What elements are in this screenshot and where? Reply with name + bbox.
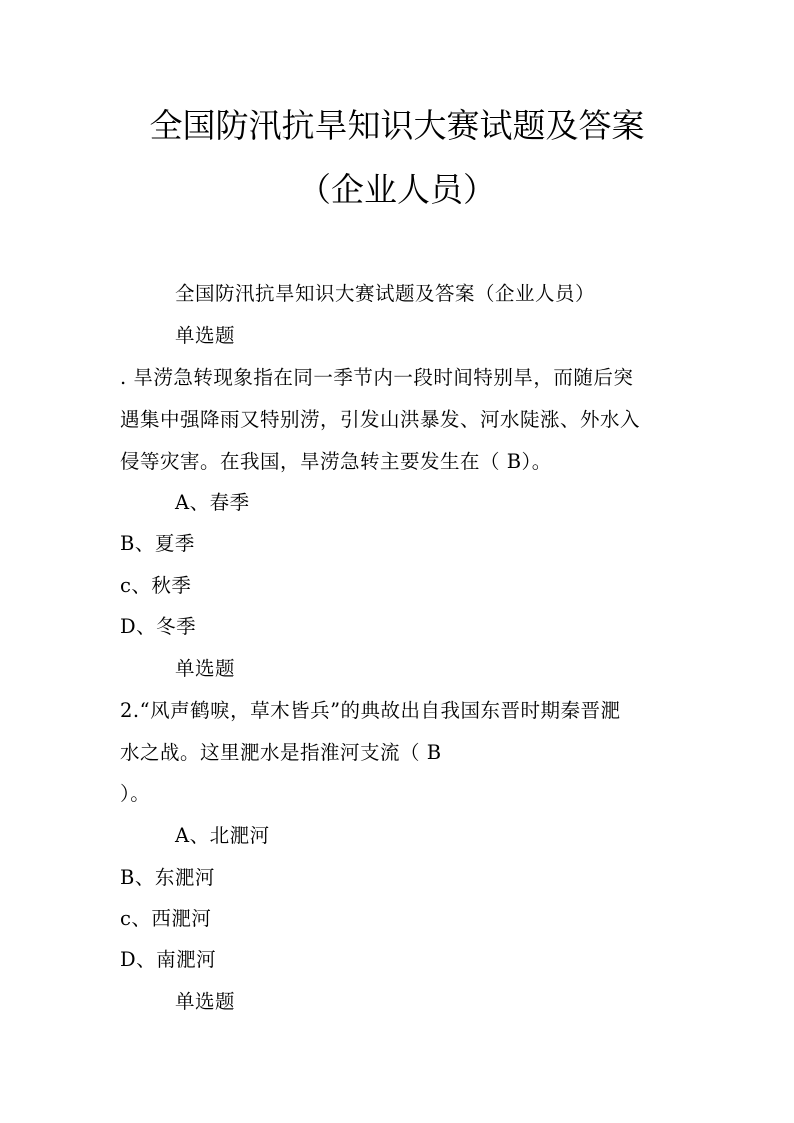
question-2-line-1: 2.“风声鹤唳，草木皆兵”的典故出自我国东晋时期秦晋淝 bbox=[120, 699, 621, 722]
question-1-option-b: B、夏季 bbox=[120, 532, 195, 555]
question-2-option-c: c、西淝河 bbox=[120, 907, 212, 930]
question-2-line-3: ）。 bbox=[120, 782, 151, 805]
section-heading-3: 单选题 bbox=[175, 990, 236, 1013]
question-1-line-2: 遇集中强降雨又特别涝，引发山洪暴发、河水陡涨、外水入 bbox=[120, 408, 641, 431]
question-2-line-2: 水之战。这里淝水是指淮河支流（ B bbox=[120, 741, 442, 764]
question-1-line-1: . 旱涝急转现象指在同一季节内一段时间特别旱，而随后突 bbox=[120, 366, 634, 389]
question-1-option-d: D、冬季 bbox=[120, 615, 197, 638]
section-heading-2: 单选题 bbox=[175, 657, 236, 680]
section-heading-1: 单选题 bbox=[175, 324, 236, 347]
question-1-option-a: A、春季 bbox=[175, 491, 250, 514]
document-title-subtitle: （企业人员） bbox=[298, 170, 496, 209]
document-subtitle: 全国防汛抗旱知识大赛试题及答案（企业人员） bbox=[175, 282, 596, 305]
question-1-line-3: 侵等灾害。在我国，旱涝急转主要发生在（ B）。 bbox=[120, 450, 552, 473]
question-2-option-b: B、东淝河 bbox=[120, 866, 215, 889]
question-1-option-c: c、秋季 bbox=[120, 574, 192, 597]
question-2-option-d: D、南淝河 bbox=[120, 948, 217, 971]
document-title: 全国防汛抗旱知识大赛试题及答案 bbox=[149, 106, 645, 145]
question-2-option-a: A、北淝河 bbox=[175, 824, 270, 847]
